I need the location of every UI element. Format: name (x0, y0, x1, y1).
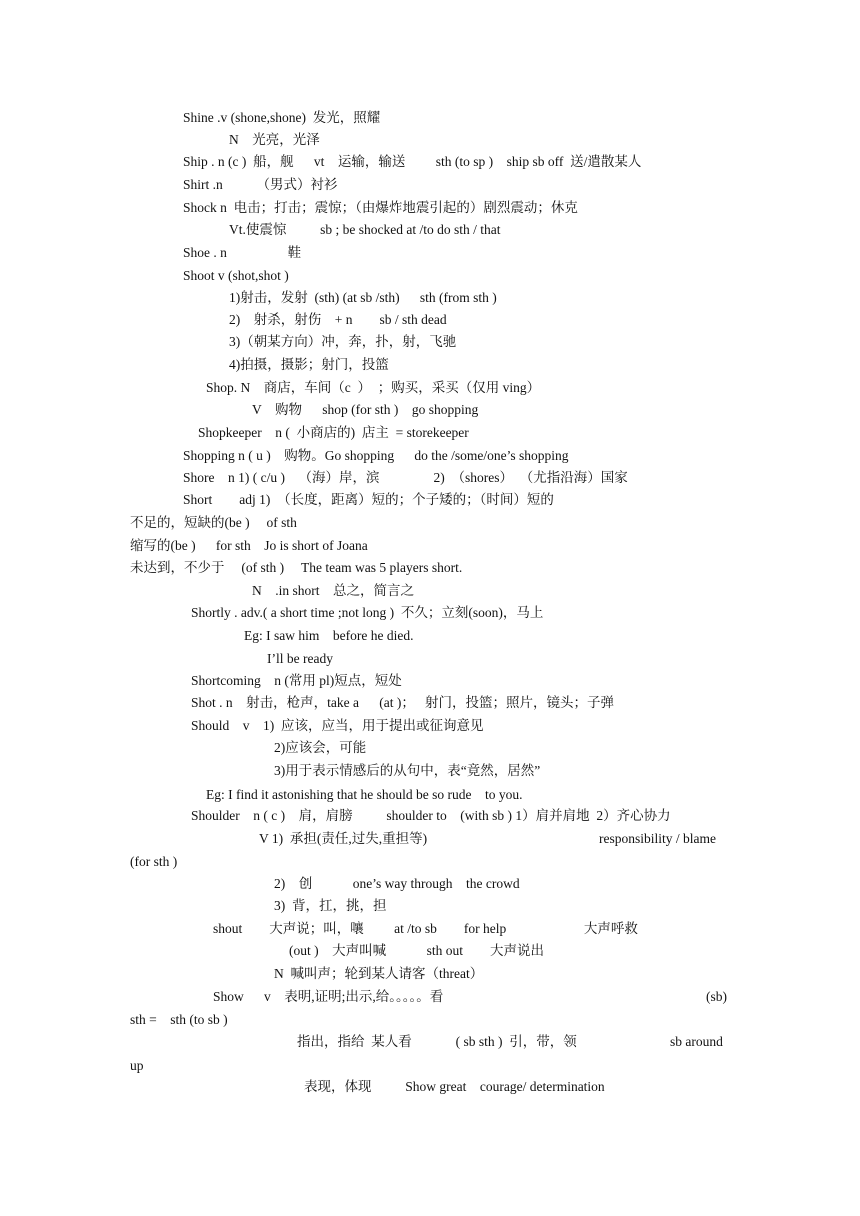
text-line: 指出，指给 某人看 ( sb sth ) 引，带，领 (297, 1034, 577, 1049)
text-line: 3)用于表示情感后的从句中，表“竟然，居然” (274, 763, 541, 778)
text-line: Should v 1) 应该，应当，用于提出或征询意见 (191, 718, 484, 733)
text-line: Shoulder n ( c ) 肩，肩膀 shoulder to (with sb ) 1）肩并肩地 2）齐心协力 (191, 808, 671, 823)
text-line: Eg: I find it astonishing that he should be so rude to you. (206, 787, 523, 802)
text-line: Shop. N 商店，车间（c ） ；购买，采买（仅用 ving） (206, 380, 541, 395)
text-line: 2) 射杀，射伤 + n sb / sth dead (229, 312, 447, 327)
text-line: Shirt .n （男式）衬衫 (183, 177, 338, 192)
text-line: Vt.使震惊 sb ; be shocked at /to do sth / that (229, 222, 501, 237)
text-line: Shortcoming n (常用 pl)短点，短处 (191, 673, 402, 688)
text-line: 未达到，不少于 (of sth ) The team was 5 players short. (130, 560, 463, 575)
text-line: Shoe . n 鞋 (183, 245, 302, 260)
text-line: sth = sth (to sb ) (130, 1012, 228, 1027)
text-line: (out ) 大声叫喊 sth out 大声说出 (289, 943, 544, 958)
text-line: V 购物 shop (for sth ) go shopping (252, 402, 479, 417)
text-line: 2) 创 one’s way through the crowd (274, 876, 520, 891)
text-line: Ship . n (c ) 船，舰 vt 运输，输送 sth (to sp ) ship sb off 送/遣散某人 (183, 154, 642, 169)
text-line: N .in short 总之，简言之 (252, 583, 414, 598)
text-line: 3)（朝某方向）冲，奔，扑，射，飞驰 (229, 334, 457, 349)
text-line: 不足的，短缺的(be ) of sth (130, 515, 297, 530)
text-line: Shopkeeper n ( 小商店的) 店主 = storekeeper (198, 425, 469, 440)
text-line: (sb) (706, 989, 727, 1004)
text-line: Shortly . adv.( a short time ;not long ) 不久；立刻(soon)，马上 (191, 605, 544, 620)
text-line: Shock n 电击；打击；震惊；（由爆炸地震引起的）剧烈震动；休克 (183, 200, 578, 215)
text-line: 2)应该会，可能 (274, 740, 367, 755)
text-line: 1)射击，发射 (sth) (at sb /sth) sth (from sth ) (229, 290, 497, 305)
text-line: N 光亮，光泽 (229, 132, 320, 147)
text-line: shout 大声说；叫，嚷 at /to sb for help 大声呼救 (213, 921, 638, 936)
text-line: up (130, 1058, 144, 1073)
text-line: Eg: I saw him before he died. (244, 628, 414, 643)
text-line: (for sth ) (130, 854, 178, 869)
text-line: 表现，体现 Show great courage/ determination (304, 1079, 605, 1094)
text-line: 缩写的(be ) for sth Jo is short of Joana (130, 538, 368, 553)
text-line: Short adj 1) （长度，距离）短的；个子矮的；（时间）短的 (183, 492, 554, 507)
text-line: V 1) 承担(责任,过失,重担等) (259, 831, 428, 846)
text-line: Shot . n 射击，枪声，take a (at )； 射门，投篮；照片，镜头；子弹 (191, 695, 614, 710)
text-line: Shore n 1) ( c/u ) （海）岸，滨 2) （shores） （尤指沿海）国家 (183, 470, 628, 485)
text-line: Shine .v (shone,shone) 发光，照耀 (183, 110, 381, 125)
text-line: Shopping n ( u ) 购物。Go shopping do the /some/one’s shopping (183, 448, 569, 463)
text-line: responsibility / blame (599, 831, 716, 846)
text-line: 4)拍摄，摄影；射门，投篮 (229, 357, 389, 372)
text-line: Show v 表明,证明;出示,给。。。。。看 (213, 989, 444, 1004)
text-line: Shoot v (shot,shot ) (183, 268, 289, 283)
text-line: 3) 背，扛，挑，担 (274, 898, 387, 913)
text-line: sb around (670, 1034, 723, 1049)
text-line: I’ll be ready (267, 651, 333, 666)
text-line: N 喊叫声；轮到某人请客（threat） (274, 966, 484, 981)
